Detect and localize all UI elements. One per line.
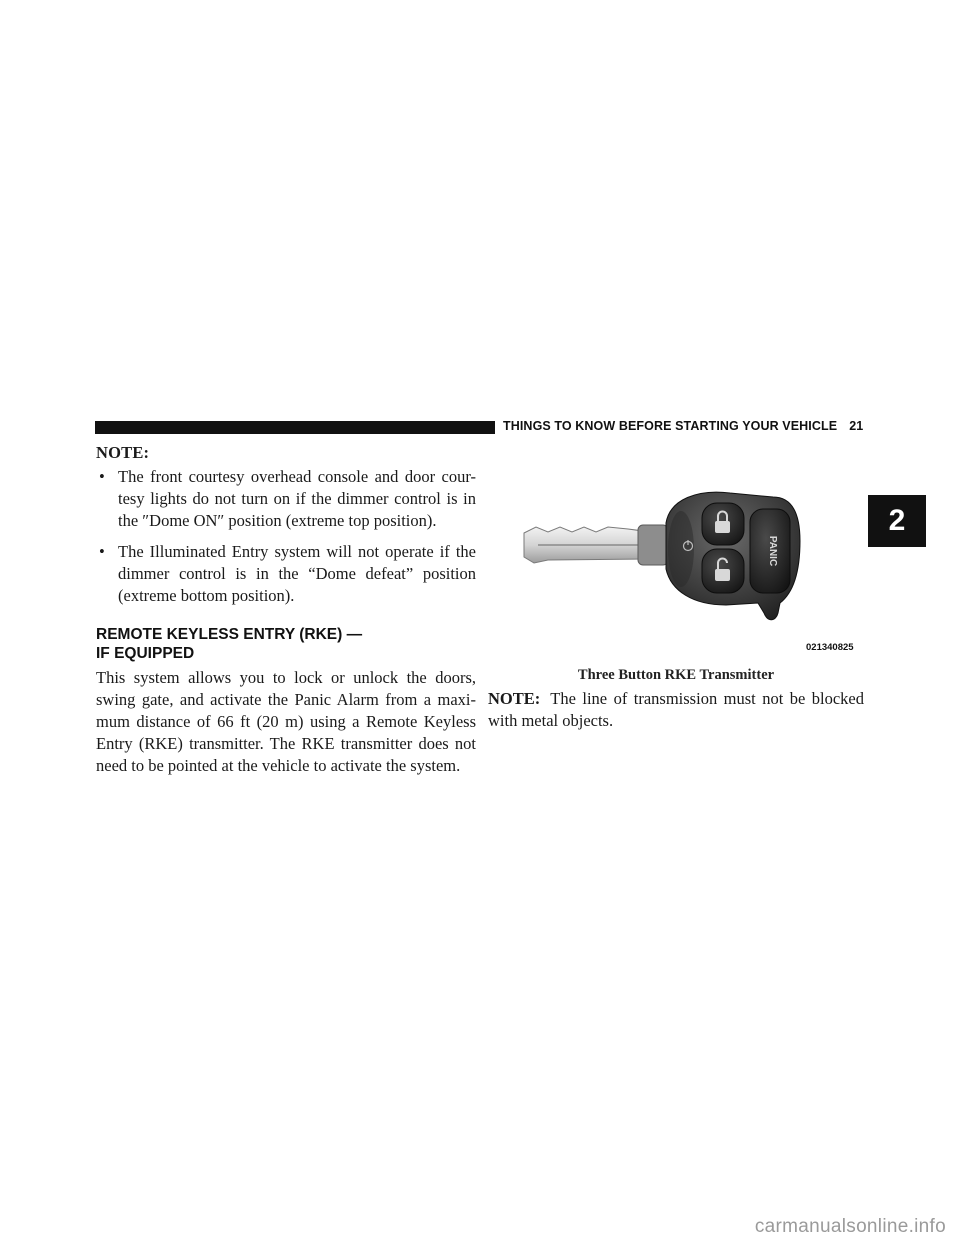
body-paragraph: This system allows you to lock or unlock the doors, swing gate, and activate the Panic Alarm from a maxi-mum distance of 66 ft (20 m) using a Remote Keyless Entry (RKE) transmitter. The RKE transmitter does not need to be pointed at the vehicle to activate the system. — [96, 668, 476, 775]
note-bullet-list — [96, 466, 476, 607]
bullet-text: The Illuminated Entry system will not operate if the dimmer control is in the “Dome defeat” position (extreme bottom position). — [118, 542, 476, 605]
page-number: 21 — [849, 419, 864, 433]
bullet-dot: • — [99, 542, 105, 561]
rke-key-fob-illustration — [488, 445, 864, 657]
heading-line: IF EQUIPPED — [96, 645, 195, 662]
bullet-dot: • — [99, 467, 105, 486]
rke-transmitter-figure — [488, 445, 864, 657]
right-column — [488, 688, 864, 732]
note-label: NOTE: — [96, 443, 150, 462]
note-bullet — [96, 466, 476, 532]
note-label: NOTE: — [488, 689, 541, 708]
section-title: THINGS TO KNOW BEFORE STARTING YOUR VEHICLE — [503, 419, 838, 433]
watermark: carmanualsonline.info — [754, 1216, 946, 1237]
transmission-note — [488, 688, 864, 732]
panic-label: PANIC — [767, 535, 778, 567]
left-column — [96, 442, 476, 777]
chapter-tab: 2 — [868, 495, 926, 547]
heading-line: REMOTE KEYLESS ENTRY (RKE) — — [96, 626, 363, 643]
note-bullet — [96, 541, 476, 607]
section-heading — [96, 625, 476, 663]
header-rule — [95, 421, 495, 434]
running-header — [503, 419, 863, 433]
figure-code: 021340825 — [806, 642, 854, 653]
note-text: The line of transmission must not be blocked with metal objects. — [488, 689, 864, 730]
key-collar — [638, 525, 668, 565]
bullet-text: The front courtesy overhead console and door cour-tesy lights do not turn on if the dimmer control is in the ″Dome ON″ position (extreme top position). — [118, 467, 476, 530]
figure-caption: Three Button RKE Transmitter — [577, 667, 775, 683]
